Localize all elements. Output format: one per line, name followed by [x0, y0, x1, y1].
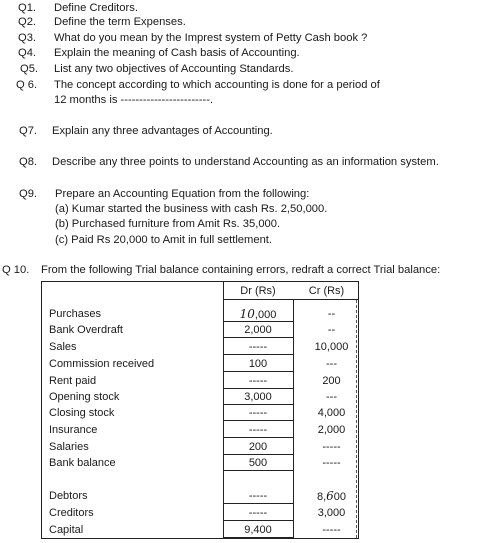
- question-text: What do you mean by the Imprest system of Petty Cash book ?: [54, 32, 368, 44]
- account-name: Bank Overdraft: [49, 324, 123, 336]
- handwritten-correction: 10: [239, 307, 255, 321]
- question-number: Q 6.: [16, 79, 38, 91]
- cr-amount: ---: [326, 358, 337, 370]
- account-name: Commission received: [49, 358, 155, 370]
- dr-amount: -----: [223, 488, 293, 504]
- cr-amount: --: [327, 308, 336, 320]
- table-row: [42, 389, 358, 405]
- dr-amount: -----: [223, 505, 293, 521]
- dr-amount: 200: [223, 439, 293, 455]
- dr-amount: 10,000: [223, 306, 293, 322]
- table-row: [42, 505, 358, 521]
- dr-amount: 500: [223, 455, 293, 471]
- cr-amount: 10,000: [314, 341, 349, 353]
- trial-balance-table: [41, 281, 359, 539]
- question-text: Define Creditors.: [54, 2, 138, 14]
- question-text: The concept according to which accounting is done for a period of: [54, 79, 380, 91]
- q9-item-a: (a) Kumar started the business with cash Rs. 2,50,000.: [55, 203, 328, 215]
- q9-item-c: (c) Paid Rs 20,000 to Amit in full settlement.: [55, 234, 273, 246]
- question-text: Prepare an Accounting Equation from the following:: [55, 188, 310, 200]
- cr-amount: --: [327, 324, 336, 336]
- cr-column-header: Cr (Rs): [308, 285, 345, 297]
- question-number: Q3.: [18, 32, 37, 44]
- cr-amount: 8,600: [316, 489, 347, 503]
- question-number: Q 10.: [2, 264, 30, 276]
- question-number: Q5.: [20, 63, 39, 75]
- dr-amount: -----: [223, 405, 293, 421]
- dr-amount: -----: [223, 339, 293, 355]
- cr-amount: 2,000: [317, 424, 346, 436]
- question-number: Q1.: [18, 2, 37, 14]
- dr-amount: 3,000: [223, 389, 293, 405]
- dr-amount: 2,000: [223, 322, 293, 338]
- account-name: Salaries: [49, 441, 89, 453]
- question-text: From the following Trial balance containing errors, redraft a correct Trial balance:: [41, 264, 441, 276]
- question-number: Q7.: [19, 125, 38, 137]
- question-number: Q2.: [18, 16, 37, 28]
- handwritten-correction: 6: [326, 489, 334, 503]
- account-name: Insurance: [49, 424, 98, 436]
- table-row: [42, 322, 358, 338]
- question-number: Q4.: [18, 47, 37, 59]
- table-row: [42, 488, 358, 504]
- cr-amount: 3,000: [317, 507, 346, 519]
- dr-amount: 9,400: [223, 522, 293, 538]
- question-text: Define the term Expenses.: [54, 16, 186, 28]
- question-text: Explain the meaning of Cash basis of Accounting.: [54, 47, 300, 59]
- account-name: Purchases: [49, 308, 101, 320]
- table-row: [42, 339, 358, 355]
- dr-amount: -----: [223, 373, 293, 389]
- question-text: Explain any three advantages of Accounting.: [52, 125, 273, 137]
- cr-amount: 4,000: [317, 407, 346, 419]
- q9-item-b: (b) Purchased furniture from Amit Rs. 35,000.: [55, 218, 281, 230]
- account-name: Opening stock: [49, 391, 120, 403]
- question-number: Q8.: [19, 156, 38, 168]
- cr-amount: 200: [322, 375, 341, 387]
- cr-amount: -----: [322, 441, 341, 453]
- table-row: [42, 455, 358, 471]
- table-row: [42, 422, 358, 438]
- account-name: Creditors: [49, 507, 94, 519]
- account-name: Debtors: [49, 490, 88, 502]
- question-number: Q9.: [19, 188, 38, 200]
- header-underline: [223, 299, 358, 300]
- question-text: 12 months is ------------------------.: [54, 94, 214, 106]
- table-row: [42, 522, 358, 538]
- account-name: Closing stock: [49, 407, 115, 419]
- cr-amount: -----: [322, 524, 341, 536]
- table-row: [42, 439, 358, 455]
- account-name: Bank balance: [49, 457, 116, 469]
- dr-amount: -----: [223, 422, 293, 438]
- account-name: Capital: [49, 524, 84, 536]
- cr-amount: ---: [326, 391, 337, 403]
- cr-amount: -----: [322, 457, 341, 469]
- account-name: Rent paid: [49, 375, 97, 387]
- table-row: [42, 356, 358, 372]
- question-text: List any two objectives of Accounting Standards.: [54, 63, 294, 75]
- dr-amount: 100: [223, 356, 293, 372]
- table-row: [42, 405, 358, 421]
- table-row: [42, 306, 358, 322]
- account-name: Sales: [49, 341, 77, 353]
- table-row: [42, 373, 358, 389]
- question-text: Describe any three points to understand Accounting as an information system.: [52, 156, 439, 168]
- dr-column-header: Dr (Rs): [240, 285, 276, 297]
